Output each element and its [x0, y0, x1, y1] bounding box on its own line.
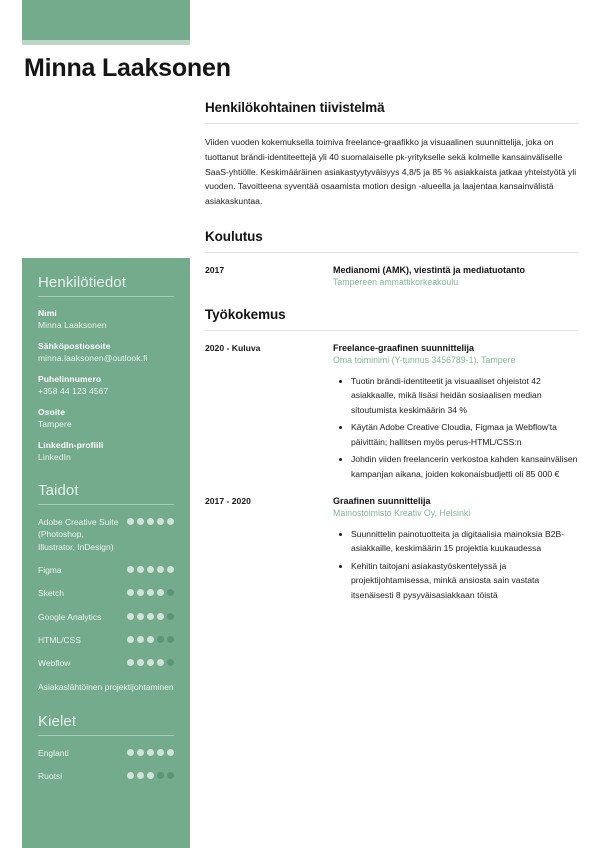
- entry-body: [333, 343, 578, 484]
- rating-dot: [167, 659, 174, 666]
- skill-item: [38, 681, 174, 693]
- rating-dot: [127, 566, 134, 573]
- skill-item-rating: [127, 611, 174, 620]
- entry-bullet-list: [333, 527, 578, 602]
- rating-dot: [147, 749, 154, 756]
- rating-dot: [137, 636, 144, 643]
- language-item: [38, 747, 174, 759]
- rating-dot: [127, 518, 134, 525]
- rating-dot: [147, 566, 154, 573]
- rating-dot: [137, 772, 144, 779]
- section-education: [205, 229, 578, 287]
- skill-item-rating: [127, 634, 174, 643]
- language-item-label: Englanti: [38, 747, 69, 758]
- rating-dot: [147, 659, 154, 666]
- entry-title: Medianomi (AMK), viestintä ja mediatuotanto: [333, 264, 526, 275]
- personal-info-value: +358 44 123 4567: [38, 386, 109, 396]
- main-content: [205, 100, 578, 625]
- divider: [38, 296, 174, 297]
- entry-date: 2017 - 2020: [205, 495, 251, 506]
- rating-dot: [157, 613, 164, 620]
- rating-dot: [167, 589, 174, 596]
- entry-bullet: • Käytän Adobe Creative Cloudia, Figmaa ja Webflow'ta päivittäin; hallitsen myös perus-HTML/CSS:n: [351, 420, 578, 449]
- rating-dot: [157, 636, 164, 643]
- entry-bullet: • Johdin viiden freelancerin verkostoa kahden kansainvälisen kampanjan aikana, joiden kokonaisbudjetti oli 85 000 €: [351, 452, 578, 481]
- entry-row: [205, 496, 578, 605]
- language-item-rating: [127, 747, 174, 756]
- rating-dot: [127, 613, 134, 620]
- rating-dot: [167, 636, 174, 643]
- section-heading-experience: Työkokemus: [205, 306, 286, 322]
- skill-item-label: Google Analytics: [38, 611, 102, 622]
- rating-dot: [167, 518, 174, 525]
- skill-item-rating: [127, 516, 174, 525]
- rating-dot: [147, 518, 154, 525]
- personal-info-value[interactable]: LinkedIn: [38, 452, 71, 462]
- rating-dot: [147, 636, 154, 643]
- rating-dot: [137, 518, 144, 525]
- rating-dot: [147, 589, 154, 596]
- rating-dot: [127, 636, 134, 643]
- rating-dot: [167, 566, 174, 573]
- rating-dot: [137, 749, 144, 756]
- sidebar-section-title-languages: Kielet: [38, 712, 77, 730]
- section-summary: [205, 100, 578, 209]
- rating-dot: [157, 749, 164, 756]
- entry-organisation: Tampereen ammattikorkeakoulu: [333, 276, 459, 287]
- skill-item-label: Sketch: [38, 588, 64, 599]
- rating-dot: [167, 772, 174, 779]
- skill-item-label: Webflow: [38, 658, 71, 669]
- summary-text: Viiden vuoden kokemuksella toimiva freelance-graafikko ja visuaalinen suunnittelija, joka on tuottanut brändi-identiteettejä yli 40 suomalaiselle pk-yritykselle sekä kolmelle kansainväliselle SaaS-yhtiölle. Keskimääräinen asiakastyytyväisyys 4,8/5 ja 85 % asiakkaista jatkaa yhteistyötä yli vuoden. Tavoitteena syventää osaamista motion design -alueella ja laajentaa kansainvälistä asiakaskuntaa.: [205, 137, 577, 207]
- skill-item-rating: [127, 587, 174, 596]
- entry-date: 2017: [205, 264, 225, 275]
- page-title: Minna Laaksonen: [24, 54, 231, 82]
- section-experience: [205, 307, 578, 605]
- rating-dot: [157, 659, 164, 666]
- rating-dot: [147, 613, 154, 620]
- skills-list: [38, 516, 174, 693]
- entry-organisation: Mainostoimisto Kreativ Oy, Helsinki: [333, 507, 471, 518]
- entry-bullet: • Kehitin taitojani asiakastyöskentelyssä ja projektijohtamisessa, minkä ansiosta sain vastata itsenäisesti 8 pysyväisasiakkaan töistä: [351, 559, 578, 602]
- section-heading-education: Koulutus: [205, 228, 263, 244]
- personal-info-value: minna.laaksonen@outlook.fi: [38, 353, 148, 363]
- language-item: [38, 770, 174, 782]
- divider: [205, 330, 578, 331]
- rating-dot: [127, 659, 134, 666]
- rating-dot: [137, 566, 144, 573]
- personal-info-label: Osoite: [38, 407, 66, 417]
- entry-row: [205, 265, 578, 287]
- entry-body: [333, 496, 578, 605]
- sidebar-section-title-skills: Taidot: [38, 482, 79, 499]
- rating-dot: [137, 659, 144, 666]
- skill-item: [38, 516, 174, 553]
- experience-entry-list: [205, 343, 578, 605]
- entry-body: [333, 265, 578, 287]
- entry-bullet: • Tuotin brändi-identiteetit ja visuaaliset ohjeistot 42 asiakkaalle, mikä lisäsi heidän sosiaalisen median sitoutumista keskimäärin 34 %: [351, 374, 578, 417]
- personal-info-item: [38, 308, 174, 330]
- personal-info-value: Tampere: [38, 419, 72, 429]
- rating-dot: [157, 566, 164, 573]
- language-item-label: Ruotsi: [38, 771, 63, 782]
- divider: [205, 123, 578, 124]
- entry-bullet: • Suunnittelin painotuotteita ja digitaalisia mainoksia B2B-asiakkaille, keskimäärin 15 projektia kuukaudessa: [351, 527, 578, 556]
- skill-item-label: Asiakaslähtöinen projektijohtaminen: [38, 681, 174, 692]
- skill-item: [38, 611, 174, 623]
- skill-item: [38, 564, 174, 576]
- skill-item-label: HTML/CSS: [38, 634, 81, 645]
- personal-info-label: Nimi: [38, 308, 57, 318]
- personal-info-item: [38, 341, 174, 363]
- languages-list: [38, 747, 174, 783]
- skill-item: [38, 657, 174, 669]
- personal-info-label: Sähköpostiosoite: [38, 341, 111, 351]
- divider: [205, 252, 578, 253]
- rating-dot: [167, 613, 174, 620]
- section-heading-summary: Henkilökohtainen tiivistelmä: [205, 100, 385, 115]
- rating-dot: [127, 772, 134, 779]
- personal-info-label: LinkedIn-profiili: [38, 440, 104, 450]
- personal-info-item: [38, 407, 174, 429]
- rating-dot: [147, 772, 154, 779]
- skill-item-rating: [127, 564, 174, 573]
- rating-dot: [157, 589, 164, 596]
- rating-dot: [137, 589, 144, 596]
- header-accent-underline: [22, 40, 190, 45]
- rating-dot: [127, 589, 134, 596]
- personal-info-value: Minna Laaksonen: [38, 320, 107, 330]
- divider: [38, 504, 174, 505]
- entry-bullet-list: [333, 374, 578, 481]
- rating-dot: [157, 518, 164, 525]
- skill-item-label: Figma: [38, 564, 62, 575]
- entry-date: 2020 - Kuluva: [205, 342, 261, 353]
- sidebar-section-title-personal: Henkilötiedot: [38, 274, 127, 291]
- entry-title: Freelance-graafinen suunnittelija: [333, 342, 475, 353]
- skill-item: [38, 634, 174, 646]
- header-accent-bar: [22, 0, 190, 40]
- rating-dot: [157, 772, 164, 779]
- skill-item-label: Adobe Creative Suite (Photoshop, Illustrator, InDesign): [38, 517, 119, 552]
- entry-row: [205, 343, 578, 484]
- personal-info-list: [38, 308, 174, 462]
- personal-info-label: Puhelinnumero: [38, 374, 102, 384]
- education-entry-list: [205, 265, 578, 287]
- rating-dot: [137, 613, 144, 620]
- language-item-rating: [127, 770, 174, 779]
- divider: [38, 735, 174, 736]
- skill-item-rating: [127, 657, 174, 666]
- sidebar: [22, 258, 190, 848]
- rating-dot: [167, 749, 174, 756]
- skill-item: [38, 587, 174, 599]
- rating-dot: [127, 749, 134, 756]
- personal-info-item: [38, 440, 174, 462]
- entry-title: Graafinen suunnittelija: [333, 495, 431, 506]
- entry-organisation: Oma toiminimi (Y-tunnus 3456789-1), Tampere: [333, 354, 516, 365]
- personal-info-item: [38, 374, 174, 396]
